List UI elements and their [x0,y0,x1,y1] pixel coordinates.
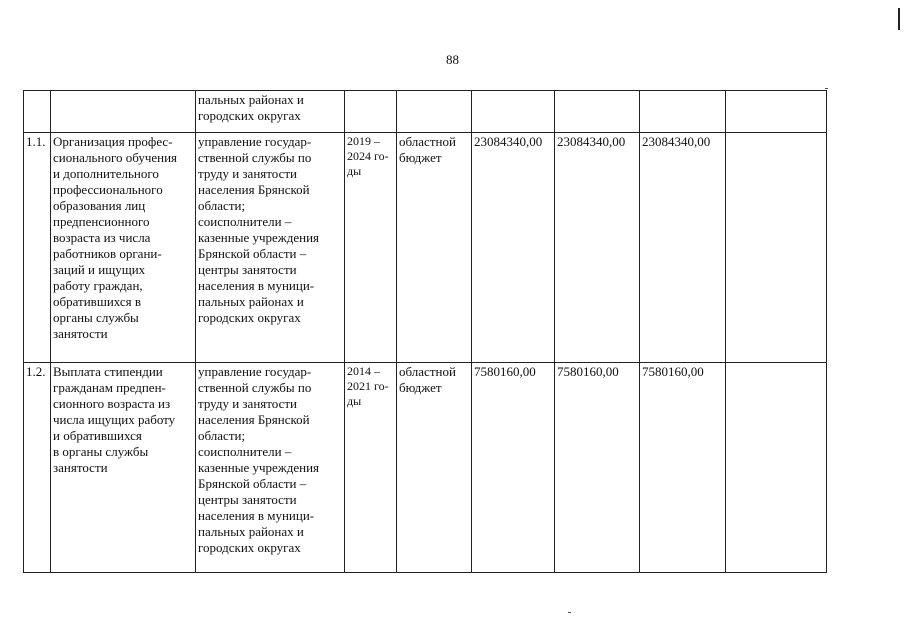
cell-name-text: Организация профес- сионального обучения и дополнительного профессионального образования лиц предпенсионного возраста из числа работников органи- заций и ищущих работу граждан, обратившихся в органы службы занятости [53,134,178,341]
cell-amount-b [555,363,640,573]
cell-source-text: областной бюджет [399,134,456,165]
cell-executor-text: управление государ- ственной службы по труду и занятости населения Брянской области; соисполнители – казенные учреждения Брянской области – центры занятости населения в муници- пальных районах и городских округах [198,364,320,555]
cell-amount-a-text: 7580160,00 [474,364,536,379]
cell-executor [196,91,345,133]
program-table [23,90,827,573]
cell-source-text: областной бюджет [399,364,456,395]
cell-years [345,363,397,573]
cell-number [24,133,51,363]
cell-extra [726,91,827,133]
table-row [24,133,827,363]
cell-extra [726,133,827,363]
cell-years [345,91,397,133]
cell-number [24,363,51,573]
cell-executor [196,363,345,573]
cell-name-text: Выплата стипендии гражданам предпен- сионного возраста из числа ищущих работу и обратившихся в органы службы занятости [53,364,176,475]
table-row [24,91,827,133]
page-number: 88 [446,52,459,67]
cell-name [51,363,196,573]
cell-years-text: 2014 – 2021 го- ды [347,364,389,408]
cell-amount-b [555,91,640,133]
cell-amount-a [472,91,555,133]
cell-number-text: 1.1. [26,134,46,149]
cell-executor-text: управление государ- ственной службы по труду и занятости населения Брянской области; соисполнители – казенные учреждения Брянской области – центры занятости населения в муници- пальных районах и городских округах [198,134,320,325]
cell-amount-c [640,133,726,363]
cell-number-text: 1.2. [26,364,46,379]
scan-speck [568,612,571,613]
cell-amount-b [555,133,640,363]
cell-amount-b-text: 23084340,00 [557,134,626,149]
cell-years [345,133,397,363]
cell-amount-b-text: 7580160,00 [557,364,619,379]
cell-years-text: 2019 – 2024 го- ды [347,134,389,178]
cell-name [51,91,196,133]
cell-source [397,133,472,363]
cell-amount-c [640,91,726,133]
cell-amount-a-text: 23084340,00 [474,134,543,149]
cell-amount-a [472,133,555,363]
cell-amount-c [640,363,726,573]
cell-executor [196,133,345,363]
cell-extra [726,363,827,573]
cell-number [24,91,51,133]
cell-source [397,363,472,573]
cell-source [397,91,472,133]
cell-amount-c-text: 23084340,00 [642,134,711,149]
cell-amount-c-text: 7580160,00 [642,364,704,379]
cell-amount-a [472,363,555,573]
scan-edge-mark [898,8,900,30]
cell-name [51,133,196,363]
cell-executor-text: пальных районах и городских округах [198,92,304,123]
table-row [24,363,827,573]
scan-speck [825,88,828,89]
